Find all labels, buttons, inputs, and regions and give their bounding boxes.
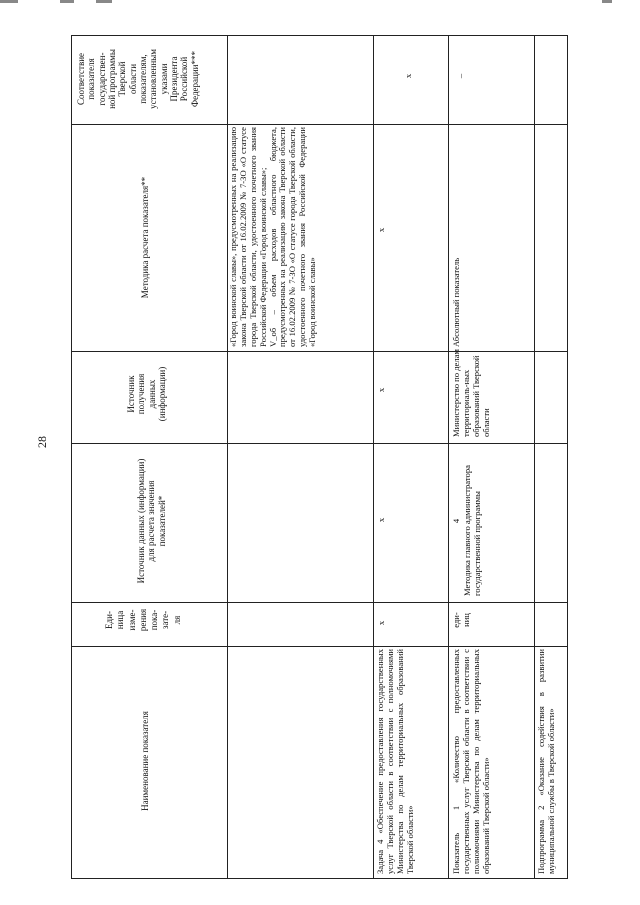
row2-conformity: x — [403, 73, 413, 79]
header-name: Наименование показателя — [140, 711, 150, 811]
page-number: 28 — [35, 436, 49, 448]
row2-sources: x — [376, 517, 386, 523]
header-method: Методика расчета показателя** — [140, 176, 150, 299]
row2-unit: x — [376, 620, 386, 626]
header-info-source: Источник получения данных (информации) — [126, 366, 168, 422]
row3-unit: еди- ниц — [451, 612, 471, 628]
row2-method: x — [376, 227, 386, 233]
row3-conformity: – — [455, 73, 465, 79]
header-conformity: Соответствие показателя государствен- ной программы Тверской области показателям, установленным указами Президента Российской Федерации*** — [76, 49, 200, 109]
row3-sources-num: 4 — [451, 518, 461, 524]
row1-method-text: «Город воинской славы», предусмотренных на реализацию закона Тверской области от 16.02.2009 № 7-ЗО «О статусе города Тверской области, удостоенного почетного звания Российской Федерации «Город воинской славы»; V_об – объем расходов областного бюджета, предусмотренных на реализацию закона Тверской области от 16.02.2009 № 7-ЗО «О статусе города Тверской области, удостоенного почетного звания Российской Федерации «Город воинской славы» — [228, 127, 317, 347]
row3-method: Абсолютный показатель — [451, 257, 461, 347]
row3-info-source: Министерство по делам территориаль-ных образований Тверской области — [451, 349, 491, 437]
row2-name: Задача 4 «Обеспечение предоставления государственных услуг Тверской области в соответствии с полномочиями Министерства по делам территориальных образований Тверской области» — [375, 649, 415, 874]
row3-sources: Методика главного администратора государственной программы — [462, 465, 482, 596]
row3-name: Показатель 1 «Количество предоставленных государственных услуг Тверской области в соответствии с полномочиями Министерства по делам территориальных образований Тверской области» — [451, 649, 491, 874]
header-unit: Еди- ница изме- рения пока- зате- ля — [104, 608, 182, 632]
header-sources: Источник данных (информации) для расчета значения показателей* — [136, 458, 167, 584]
row2-info-source: x — [376, 387, 386, 393]
row4-name: Подпрограмма 2 «Оказание содействия в развитии муниципальной службы в Тверской области» — [536, 649, 556, 874]
